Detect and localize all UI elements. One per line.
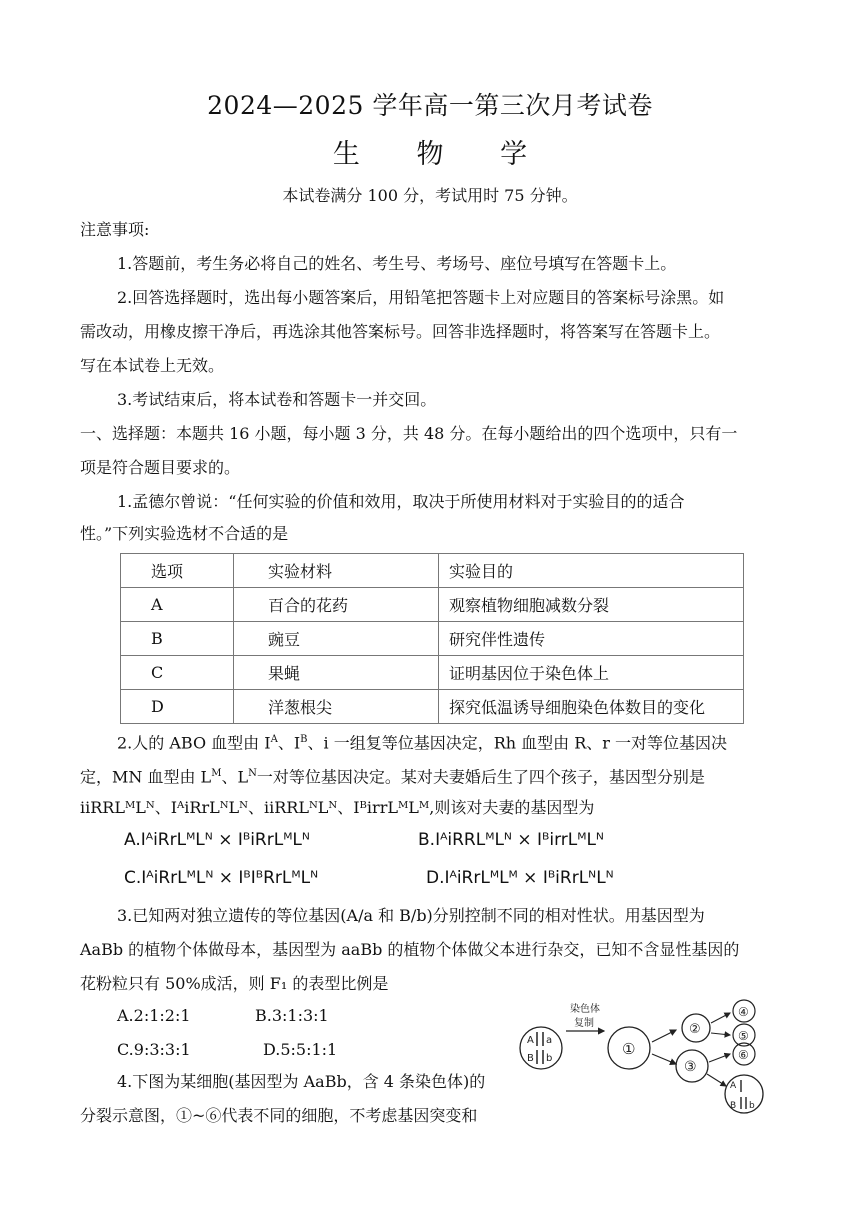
q1-stem-line2: 性。”下列实验选材不合适的是: [80, 524, 289, 543]
table-cell: 百合的花药: [234, 588, 439, 622]
table-row: [121, 622, 744, 656]
q2-stem-line1: [117, 730, 817, 753]
notice-item-1: 1.答题前，考生务必将自己的姓名、考生号、考场号、座位号填写在答题卡上。: [117, 254, 677, 273]
table-cell: 研究伴性遗传: [439, 622, 744, 656]
gene-label-A2: A: [730, 1081, 737, 1091]
table-cell: 观察植物细胞减数分裂: [439, 588, 744, 622]
sup-M: M: [211, 768, 222, 779]
q2-text: 、L: [221, 767, 249, 787]
cell-1-label: ①: [622, 1040, 636, 1058]
q3-option-c: C.9:3:3:1: [117, 1040, 191, 1059]
table-cell: D: [121, 690, 234, 724]
q3-option-d: D.5:5:1:1: [263, 1040, 338, 1059]
gene-label-b2: b: [749, 1101, 755, 1111]
cell-6-label: ⑥: [738, 1048, 749, 1062]
exam-info: 本试卷满分 100 分，考试用时 75 分钟。: [282, 186, 578, 205]
arrow-label-2: 复制: [574, 1018, 594, 1029]
q2-option-b: B.IᴬiRRLᴹLᴺ × IᴮirrLᴹLᴺ: [418, 830, 604, 850]
table-cell: 豌豆: [234, 622, 439, 656]
q2-text: 、i 一组复等位基因决定，Rh 血型由 R、r 一对等位基因决: [307, 733, 728, 753]
cell-3-label: ③: [684, 1059, 697, 1075]
table-header-row: [121, 554, 744, 588]
gene-label-a: a: [546, 1035, 553, 1046]
table-row: [121, 690, 744, 724]
sup-A: A: [270, 734, 278, 745]
q3-stem-line3: 花粉粒只有 50%成活，则 F₁ 的表型比例是: [80, 974, 389, 993]
arrow-label-1: 染色体: [570, 1004, 600, 1015]
sup-N: N: [248, 768, 257, 779]
gene-label-B: B: [527, 1053, 534, 1064]
cell-2-label: ②: [689, 1022, 701, 1037]
notice-item-2-cont: 需改动，用橡皮擦干净后，再选涂其他答案标号。回答非选择题时，将答案写在答题卡上。: [80, 322, 721, 341]
table-header-cell: 实验目的: [439, 554, 744, 588]
gene-label-B2: B: [730, 1101, 737, 1111]
table-cell: 洋葱根尖: [234, 690, 439, 724]
section-heading-line1: 一、选择题：本题共 16 小题，每小题 3 分，共 48 分。在每小题给出的四个选项中，只有一: [80, 424, 738, 443]
q3-option-b: B.3:1:3:1: [255, 1006, 329, 1025]
q2-option-a: A.IᴬiRrLᴹLᴺ × IᴮiRrLᴹLᴺ: [124, 830, 310, 850]
q3-stem-line1: 3.已知两对独立遗传的等位基因(A/a 和 B/b)分别控制不同的相对性状。用基因型为: [117, 906, 705, 925]
q1-options-table: [120, 553, 744, 724]
exam-title: 2024—2025 学年高一第三次月考试卷: [207, 91, 653, 120]
table-cell: 果蝇: [234, 656, 439, 690]
notice-item-2: 2.回答选择题时，选出每小题答案后，用铅笔把答题卡上对应题目的答案标号涂黑。如: [117, 288, 725, 307]
gene-label-b: b: [546, 1053, 553, 1064]
table-cell: 探究低温诱导细胞染色体数目的变化: [439, 690, 744, 724]
table-row: [121, 656, 744, 690]
cell-4-label: ④: [738, 1005, 749, 1019]
q2-option-c: C.IᴬiRrLᴹLᴺ × IᴮIᴮRrLᴹLᴺ: [124, 868, 319, 888]
notice-item-2-end: 写在本试卷上无效。: [80, 356, 225, 375]
exam-subject: 生 物 学: [332, 139, 552, 170]
notice-heading: 注意事项:: [80, 220, 150, 239]
table-header-cell: 实验材料: [234, 554, 439, 588]
table-row: [121, 588, 744, 622]
table-cell: A: [121, 588, 234, 622]
table-cell: B: [121, 622, 234, 656]
q2-option-d: D.IᴬiRrLᴹLᴹ × IᴮiRrLᴺLᴺ: [426, 868, 614, 888]
q2-stem-line2: [80, 764, 780, 787]
gene-label-A: A: [527, 1035, 534, 1046]
table-cell: 证明基因位于染色体上: [439, 656, 744, 690]
section-heading-line2: 项是符合题目要求的。: [80, 458, 241, 477]
cell-division-diagram: [518, 998, 780, 1118]
cell-5-label: ⑤: [738, 1029, 749, 1043]
notice-item-3: 3.考试结束后，将本试卷和答题卡一并交回。: [117, 390, 437, 409]
q1-stem-line1: 1.孟德尔曾说：“任何实验的价值和效用，取决于所使用材料对于实验目的的适合: [117, 492, 685, 511]
table-header-cell: 选项: [121, 554, 234, 588]
sup-B: B: [300, 734, 308, 745]
q3-stem-line2: AaBb 的植物个体做母本，基因型为 aaBb 的植物个体做父本进行杂交，已知不含显性基因的: [80, 940, 740, 959]
table-cell: C: [121, 656, 234, 690]
q4-stem-line1: 4.下图为某细胞(基因型为 AaBb，含 4 条染色体)的: [117, 1072, 486, 1091]
q3-option-a: A.2:1:2:1: [117, 1006, 191, 1025]
q2-text: 一对等位基因决定。某对夫妻婚后生了四个孩子，基因型分别是: [256, 767, 705, 787]
q4-stem-line2: 分裂示意图，①~⑥代表不同的细胞，不考虑基因突变和: [80, 1106, 478, 1125]
q2-stem-line3: iiRRLᴹLᴺ、IᴬiRrLᴺLᴺ、iiRRLᴺLᴺ、IᴮirrLᴹLᴹ,则该对夫妻的基因型为: [80, 798, 595, 817]
q2-text: 定，MN 血型由 L: [80, 767, 212, 787]
q2-text: 2.人的 ABO 血型由 I: [117, 733, 271, 753]
q2-text: 、I: [277, 733, 301, 753]
